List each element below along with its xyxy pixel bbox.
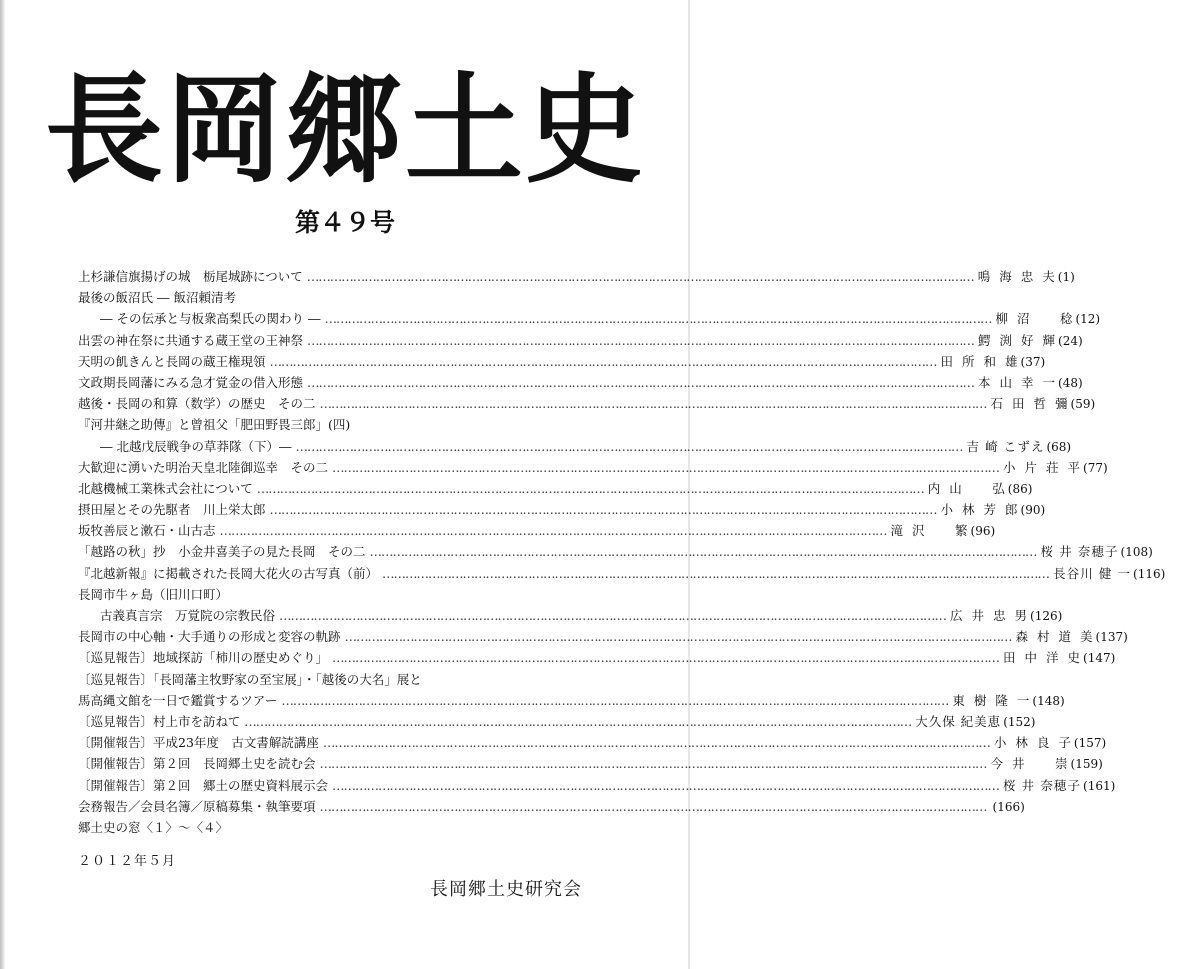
toc-entry <box>78 436 1072 457</box>
toc-entry-author: 小 林 芳 郎 <box>940 502 1019 518</box>
toc-entry-page: (157) <box>1073 736 1107 751</box>
toc-leader-dots <box>216 520 891 541</box>
toc-entry-title: 上杉謙信旗揚げの城 栃尾城跡について <box>78 269 303 284</box>
journal-title: 長岡郷土史 <box>44 60 645 199</box>
toc-leader-dots <box>266 351 941 372</box>
toc-entry-page: (137) <box>1095 630 1128 645</box>
toc-entry-author: 大久保 紀美恵 <box>915 713 1002 729</box>
toc-entry-page: (152) <box>1003 714 1036 729</box>
toc-entry-author: 小 林 良 子 <box>993 735 1072 751</box>
toc-leader-dots <box>319 732 994 753</box>
toc-entry <box>78 817 618 838</box>
toc-entry-author: 森 村 道 美 <box>1015 629 1094 645</box>
toc-leader-dots <box>328 775 1003 796</box>
toc-entry-title: 北越機械工業株式会社について <box>78 480 253 496</box>
toc-entry <box>78 457 1108 478</box>
toc-leader-dots <box>240 711 915 732</box>
toc-entry-author: 桜 井 奈穂子 <box>1003 777 1082 793</box>
toc-entry <box>78 796 1025 817</box>
toc-entry <box>78 584 618 605</box>
toc-entry-author: 滝 沢 繁 <box>890 523 969 539</box>
toc-entry-title: 長岡市牛ヶ島（旧川口町） <box>78 586 229 602</box>
toc-entry-author: 長谷川 健 一 <box>1053 565 1132 581</box>
toc-entry-page: (59) <box>1070 397 1096 412</box>
toc-entry-author: 鰐 渕 好 輝 <box>978 332 1057 348</box>
toc-entry <box>78 520 996 541</box>
toc-entry-page: (90) <box>1020 503 1046 518</box>
toc-entry-author: 吉 崎 こずえ <box>966 438 1045 454</box>
toc-leader-dots <box>277 690 952 711</box>
toc-entry-author: 桜 井 奈穂子 <box>1040 544 1119 560</box>
toc-entry-title: 〔開催報告〕第２回 郷土の歴史資料展示会 <box>78 777 329 793</box>
toc-entry-author: 石 田 哲 彌 <box>990 396 1069 412</box>
toc-entry-page: (24) <box>1058 333 1083 348</box>
toc-entry-title: 〔巡見報告〕「長岡藩主牧野家の至宝展」・「越後の大名」展と <box>78 671 422 687</box>
toc-entry <box>78 330 1083 351</box>
toc-entry-page: (159) <box>1070 757 1103 772</box>
toc-entry-title: 『北越新報』に掲載された長岡大花火の古写真（前） <box>78 565 379 581</box>
toc-entry-author: 内 山 弘 <box>927 480 1006 496</box>
toc-entry-page: (116) <box>1133 566 1166 581</box>
toc-entry-author: 田 中 洋 史 <box>1003 650 1082 666</box>
toc-entry-title: 郷土史の窓〈１〉～〈４〉 <box>78 819 229 835</box>
toc-entry <box>78 266 1075 287</box>
toc-entry-page: (126) <box>1030 609 1063 623</box>
toc-leader-dots <box>316 796 991 817</box>
toc-entry-author: 小 片 荘 平 <box>1003 459 1082 475</box>
toc-entry-title: 出雲の神在祭に共通する蔵王堂の王神祭 <box>78 332 304 348</box>
toc-entry-title: 会務報告／会員名簿／原稿募集・執筆要項 <box>78 798 316 814</box>
issue-number: 第４９号 <box>294 208 395 237</box>
toc-entry-title: 〔開催報告〕平成23年度 古文書解読講座 <box>78 735 319 751</box>
toc-entry <box>78 690 1065 711</box>
toc-entry-title: 文政期長岡藩にみる急才覚金の借入形態 <box>78 374 304 390</box>
toc-leader-dots <box>303 330 978 351</box>
toc-leader-dots <box>328 457 1003 478</box>
toc-leader-dots <box>320 308 995 329</box>
toc-entry <box>78 478 1033 499</box>
toc-entry-page: (12) <box>1075 312 1101 327</box>
toc-entry-page: (147) <box>1083 651 1116 666</box>
toc-entry-page: (77) <box>1083 460 1108 475</box>
toc-entry <box>78 308 1101 329</box>
toc-entry-author: 広 井 忠 男 <box>950 608 1029 623</box>
toc-entry-author: 鳴 海 忠 夫 <box>977 269 1056 284</box>
toc-entry <box>78 711 1036 732</box>
toc-entry <box>78 563 1166 584</box>
toc-entry <box>78 647 1116 668</box>
table-of-contents <box>78 266 1166 838</box>
toc-entry-page: (108) <box>1120 545 1153 560</box>
toc-entry-title: ― 北越戊辰戦争の草莽隊（下）― <box>100 438 292 454</box>
toc-entry-page: (48) <box>1058 375 1083 390</box>
toc-entry-title: 〔巡見報告〕地域探訪「柿川の歴史めぐり」 <box>78 650 329 666</box>
toc-entry-title: 古義真言宗 万覚院の宗教民俗 <box>100 608 276 623</box>
toc-leader-dots <box>328 647 1003 668</box>
toc-entry-page: (161) <box>1083 778 1116 793</box>
toc-entry-author: 東 樹 隆 一 <box>952 692 1031 708</box>
toc-leader-dots <box>275 605 950 626</box>
toc-leader-dots <box>316 753 991 774</box>
toc-entry <box>78 775 1116 796</box>
toc-entry <box>78 372 1083 393</box>
toc-entry-title: 摂田屋とその先駆者 川上栄太郎 <box>78 502 266 518</box>
toc-entry-page: (1) <box>1057 270 1075 284</box>
toc-entry <box>78 351 1046 372</box>
toc-leader-dots <box>316 393 991 414</box>
toc-entry-title: 最後の飯沼氏 ― 飯沼頼清考 <box>78 290 236 306</box>
toc-entry <box>78 287 618 308</box>
toc-entry-title: 越後・長岡の和算（数学）の歴史 その二 <box>78 396 316 412</box>
toc-entry-title: 〔巡見報告〕村上市を訪ねて <box>78 713 241 729</box>
toc-entry-page: (96) <box>970 524 996 539</box>
toc-entry-title: 「越路の秋」抄 小金井喜美子の見た長岡 その二 <box>78 544 366 560</box>
toc-leader-dots <box>266 499 941 520</box>
toc-entry <box>78 499 1046 520</box>
toc-entry <box>78 669 618 690</box>
toc-entry <box>78 414 618 435</box>
toc-entry-title: 長岡市の中心軸・大手通りの形成と変容の軌跡 <box>78 629 341 645</box>
publisher-name: 長岡郷土史研究会 <box>430 879 582 900</box>
toc-leader-dots <box>303 372 978 393</box>
toc-entry-title: 大歓迎に湧いた明治天皇北陸御巡幸 その二 <box>78 459 329 475</box>
toc-entry-page: (86) <box>1007 481 1033 496</box>
toc-entry-title: 天明の飢きんと長岡の蔵王権現領 <box>78 353 266 369</box>
toc-entry-title: 〔開催報告〕第２回 長岡郷土史を読む会 <box>78 756 316 772</box>
toc-entry-author: 今 井 崇 <box>990 756 1069 772</box>
toc-entry-title: 『河井継之助傳』と曾祖父「肥田野畏三郎」(四) <box>78 417 351 433</box>
toc-entry <box>78 605 1063 626</box>
toc-entry-author: 田 所 和 雄 <box>940 353 1019 369</box>
toc-leader-dots <box>378 563 1053 584</box>
toc-leader-dots <box>253 478 928 499</box>
toc-entry-author: 柳 沼 稔 <box>995 311 1074 327</box>
toc-entry-author: 本 山 幸 一 <box>978 374 1057 390</box>
toc-entry-title: ― その伝承と与板衆高梨氏の関わり ― <box>100 311 321 327</box>
toc-entry-title: 馬高縄文館を一日で鑑賞するツアー <box>78 692 278 708</box>
publication-date: ２０１２年５月 <box>78 854 177 869</box>
toc-entry-page: (37) <box>1020 354 1046 369</box>
toc-entry-title: 坂牧善辰と漱石・山古志 <box>78 523 216 539</box>
toc-entry <box>78 393 1096 414</box>
toc-entry <box>78 732 1107 753</box>
toc-entry <box>78 626 1128 647</box>
toc-leader-dots <box>366 541 1041 562</box>
toc-entry-page: (68) <box>1046 439 1072 454</box>
toc-entry-page: (148) <box>1032 693 1065 708</box>
toc-entry <box>78 541 1153 562</box>
toc-leader-dots <box>291 436 966 457</box>
toc-entry-page: (166) <box>992 799 1025 814</box>
toc-leader-dots <box>303 266 978 287</box>
toc-entry <box>78 753 1103 774</box>
toc-leader-dots <box>341 626 1016 647</box>
